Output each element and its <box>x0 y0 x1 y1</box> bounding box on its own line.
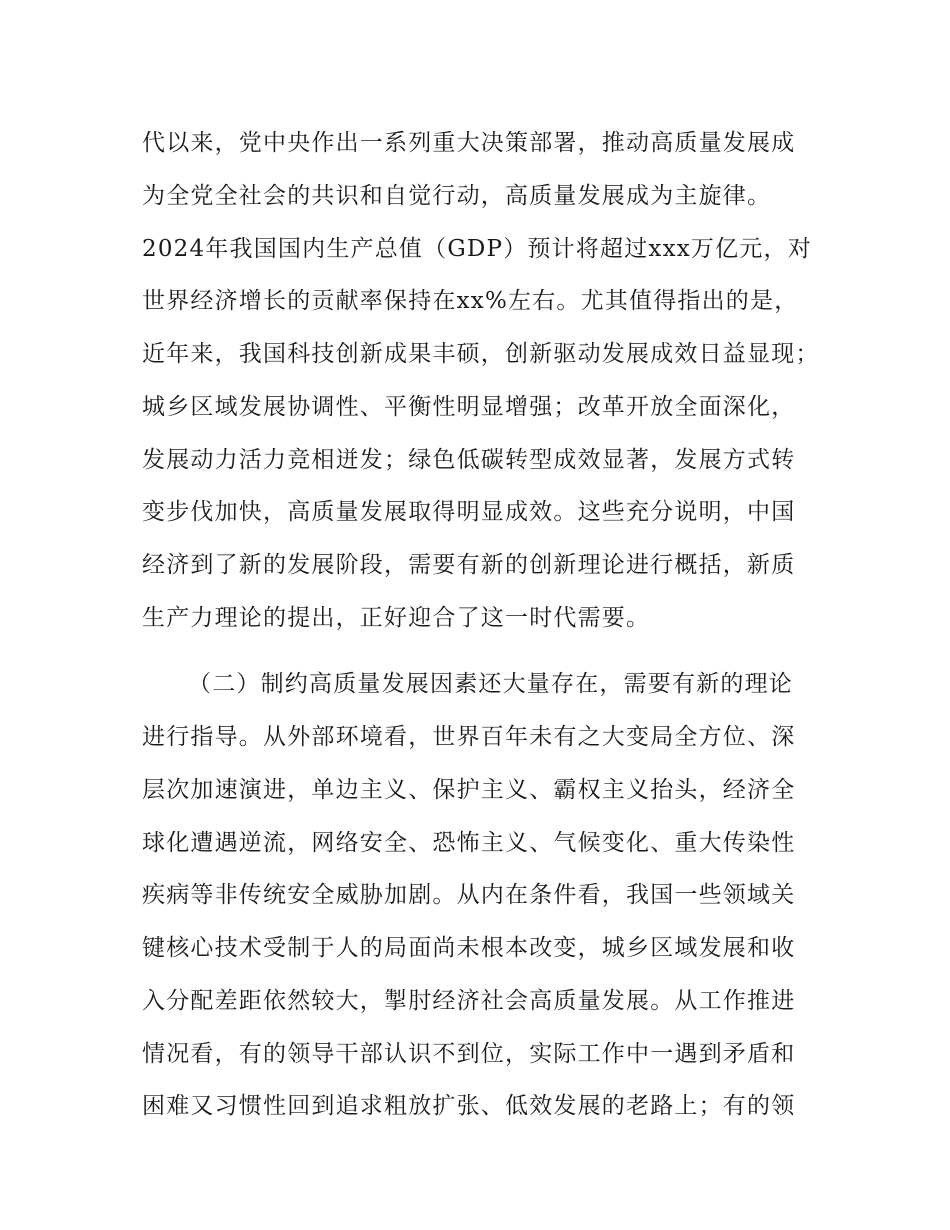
paragraph-line: 发展动力活力竞相迸发；绿色低碳转型成效显著，发展方式转 <box>142 447 796 473</box>
paragraph-line: 城乡区域发展协调性、平衡性明显增强；改革开放全面深化， <box>142 394 796 420</box>
paragraph-line: 变步伐加快，高质量发展取得明显成效。这些充分说明，中国 <box>142 499 796 525</box>
paragraph-line: 球化遭遇逆流，网络安全、恐怖主义、气候变化、重大传染性 <box>142 830 796 856</box>
paragraph-line: 疾病等非传统安全威胁加剧。从内在条件看，我国一些领域关 <box>142 882 796 908</box>
paragraph-line: 困难又习惯性回到追求粗放扩张、低效发展的老路上；有的领 <box>142 1093 796 1119</box>
paragraph-line: 生产力理论的提出，正好迎合了这一时代需要。 <box>142 605 651 631</box>
paragraph-line: 层次加速演进，单边主义、保护主义、霸权主义抬头，经济全 <box>142 777 796 803</box>
paragraph-line: 2024年我国国内生产总值（GDP）预计将超过xxx万亿元，对 <box>142 236 812 262</box>
paragraph-line: 经济到了新的发展阶段，需要有新的创新理论进行概括，新质 <box>142 552 796 578</box>
paragraph-line: 世界经济增长的贡献率保持在xx%左右。尤其值得指出的是， <box>142 288 799 314</box>
paragraph-line: 近年来，我国科技创新成果丰硕，创新驱动发展成效日益显现； <box>142 341 820 367</box>
paragraph-line: 代以来，党中央作出一系列重大决策部署，推动高质量发展成 <box>142 130 796 156</box>
paragraph-line: 进行指导。从外部环境看，世界百年未有之大变局全方位、深 <box>142 724 796 750</box>
paragraph-line: （二）制约高质量发展因素还大量存在，需要有新的理论 <box>188 671 793 697</box>
paragraph-line: 键核心技术受制于人的局面尚未根本改变，城乡区域发展和收 <box>142 935 796 961</box>
paragraph-line: 为全党全社会的共识和自觉行动，高质量发展成为主旋律。 <box>142 183 772 209</box>
paragraph-line: 入分配差距依然较大，掣肘经济社会高质量发展。从工作推进 <box>142 988 796 1014</box>
paragraph-line: 情况看，有的领导干部认识不到位，实际工作中一遇到矛盾和 <box>142 1041 796 1067</box>
